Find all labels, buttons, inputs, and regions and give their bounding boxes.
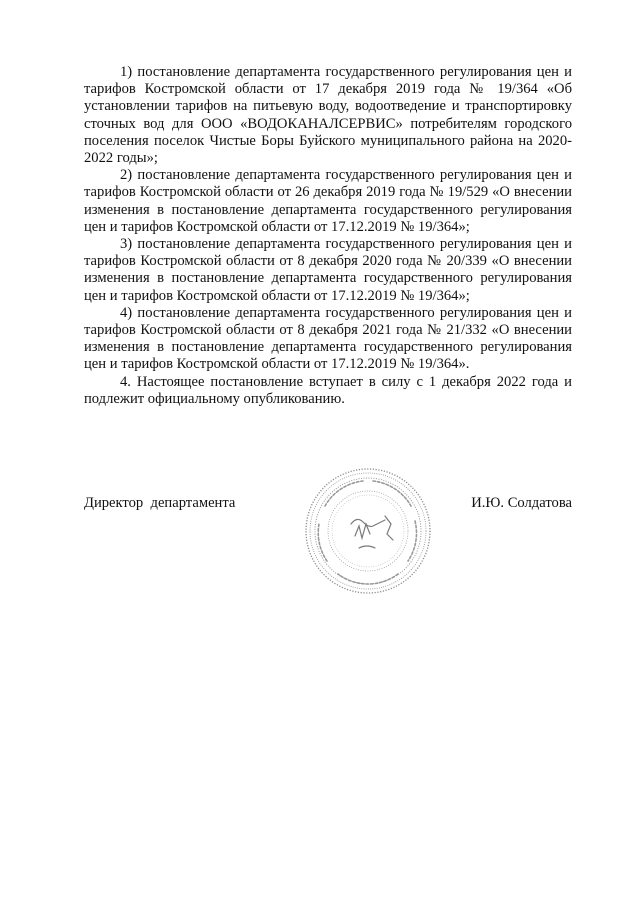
document-body — [84, 64, 572, 408]
signatory-name: И.Ю. Солдатова — [471, 495, 572, 511]
paragraph-item-4: 4) постановление департамента государственного регулирования цен и тарифов Костромской области от 8 декабря 2021 года № 21/332 «О внесении изменения в постановление департамента государственного регулирования цен и тарифов Костромской области от 17.12.2019 № 19/364». — [84, 304, 572, 373]
paragraph-item-3: 3) постановление департамента государственного регулирования цен и тарифов Костромской области от 8 декабря 2020 года № 20/339 «О внесении изменения в постановление департамента государственного регулирования цен и тарифов Костромской области от 17.12.2019 № 19/364»; — [84, 236, 572, 304]
signatory-title: Директор департамента — [84, 495, 236, 511]
paragraph-item-2: 2) постановление департамента государственного регулирования цен и тарифов Костромской области от 26 декабря 2019 года № 19/529 «О внесении изменения в постановление департамента государственного регулирования цен и тарифов Костромской области от 17.12.2019 № 19/364»; — [84, 167, 572, 235]
official-seal-stamp — [303, 466, 433, 596]
paragraph-item-1: 1) постановление департамента государственного регулирования цен и тарифов Костромской области от 17 декабря 2019 года № 19/364 «Об установлении тарифов на питьевую воду, водоотведение и транспортировку сточных вод для ООО «ВОДОКАНАЛСЕРВИС» потребителям городского поселения поселок Чистые Боры Буйского муниципального района на 2020-2022 годы»; — [84, 64, 572, 167]
paragraph-point-4: 4. Настоящее постановление вступает в силу с 1 декабря 2022 года и подлежит официальному опубликованию. — [84, 373, 572, 407]
